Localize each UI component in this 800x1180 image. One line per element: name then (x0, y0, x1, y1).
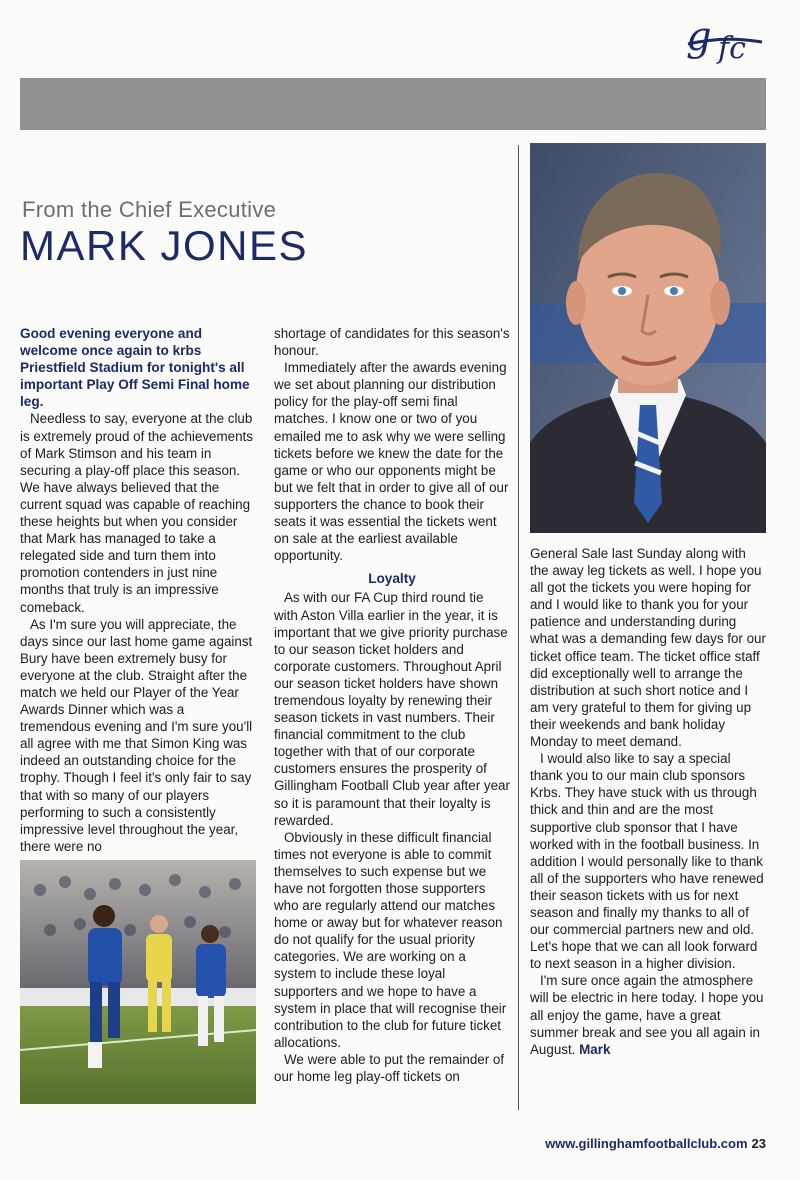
club-logo (684, 14, 764, 64)
header-banner (20, 78, 766, 130)
match-photo (20, 860, 256, 1104)
lead-paragraph: Good evening everyone and welcome once again to krbs Priestfield Stadium for tonight's all important Play Off Semi Final home leg. (20, 326, 250, 410)
svg-text:fc: fc (718, 31, 746, 64)
article-column-1 (20, 325, 256, 855)
body-paragraph: As I'm sure you will appreciate, the days since our last home game against Bury have been extremely busy for everyone at the club. Straight after the match we held our Player of the Year Awards Dinner which was a tremendous evening and I'm sure you'll all agree with me that Simon King was indeed an outstanding choice for the trophy. Though I feel it's only fair to say that with so many of our players performing to such a consistently impressive level throughout the year, there were no (20, 616, 253, 854)
body-paragraph: We were able to put the remainder of our home leg play-off tickets on (274, 1051, 505, 1085)
closing-paragraph (530, 972, 766, 1057)
column-divider (518, 145, 519, 1110)
svg-text:g: g (686, 14, 712, 60)
website-link[interactable]: www.gillinghamfootballclub.com (545, 1136, 748, 1151)
article-column-3 (530, 545, 766, 1058)
body-paragraph: shortage of candidates for this season's honour. (274, 326, 510, 359)
signature: Mark (579, 1041, 611, 1057)
closing-text: I'm sure once again the atmosphere will be electric in here today. I hope you all enjoy the game, have a great summer break and see you all again in August. (530, 973, 764, 1057)
page-footer (545, 1136, 766, 1151)
body-paragraph: As with our FA Cup third round tie with Aston Villa earlier in the year, it is important that we give priority purchase to our season ticket holders and corporate customers. Throughout April our season ticket holders have shown tremendous loyalty by renewing their season tickets in vast numbers. Their financial commitment to the club together with that of our corporate customers ensures the prosperity of Gillingham Football Club year after year so it is paramount that their loyalty is rewarded. (274, 590, 510, 828)
page-number: 23 (751, 1136, 766, 1151)
page-title: MARK JONES (20, 222, 309, 269)
page-kicker: From the Chief Executive (22, 197, 277, 222)
body-paragraph: Obviously in these difficult financial times not everyone is able to commit themselves to such expense but we have not forgotten those supporters who are regularly attend our matches home or away but for whatever reason do not qualify for the usual priority categories. We are working on a system to include these loyal supporters and we hope to have a system in place that will recognise their contribution to the club for future ticket allocations. (274, 829, 507, 1050)
body-paragraph: General Sale last Sunday along with the away leg tickets as well. I hope you all got the tickets you were hoping for and I would like to thank you for your patience and understanding during what was a demanding few days for our ticket office team. The ticket office staff did exceptionally well to arrange the distribution at such short notice and I am very grateful to them for giving up their weekends and bank holiday Monday to meet demand. (530, 546, 766, 750)
body-paragraph: Needless to say, everyone at the club is extremely proud of the achievements of Mark Stimson and his team in securing a play-off place this season. We have always believed that the current squad was capable of reaching these heights but when you consider that Mark has managed to take a relegated side and turn them into promotion contenders in just nine months that truly is an impressive comeback. (20, 411, 253, 615)
ceo-portrait (530, 143, 766, 533)
body-paragraph: Immediately after the awards evening we set about planning our distribution policy for the play-off semi final matches. I know one or two of you emailed me to ask why we were selling tickets before we knew the date for the game or who our opponents might be but we felt that in order to give all of our supporters the chance to book their seats it was essential the tickets went on sale at the earliest available opportunity. (274, 360, 509, 564)
body-paragraph: I would also like to say a special thank you to our main club sponsors Krbs. They have stuck with us through thick and thin and are the most supportive club sponsor that I have worked with in the football business. In addition I would personally like to thank all of the supporters who have renewed their season tickets with us for next season and finally my thanks to all of our commercial partners new and old. Let's hope that we can all look forward to next season in a higher division. (530, 751, 764, 972)
article-column-2 (274, 325, 510, 1085)
section-subheading: Loyalty (368, 571, 416, 587)
